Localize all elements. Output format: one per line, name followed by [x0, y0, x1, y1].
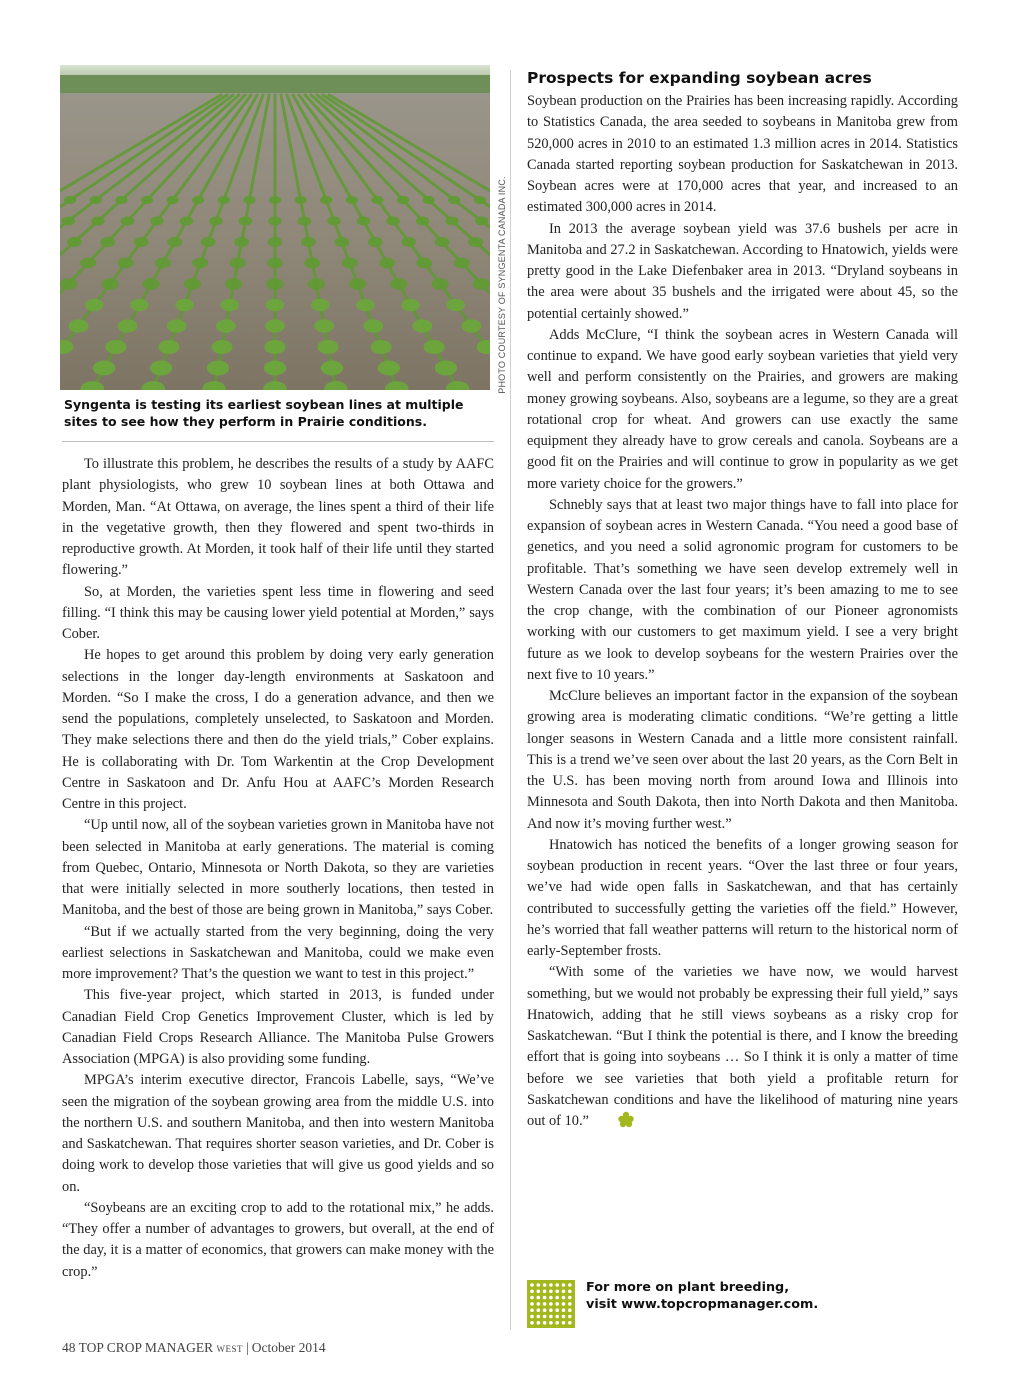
photo-credit	[495, 176, 509, 394]
body-paragraph: In 2013 the average soybean yield was 37.6 bushels per acre in Manitoba and 27.2 in Saskatchewan. According to Hnatowich, yields were pretty good in the Lake Diefenbaker area in 2013. “Dryland soybeans in the area were about 35 bushels and the irrigated were about 45, so the potential certainly showed.”	[527, 220, 958, 322]
body-paragraph: “Soybeans are an exciting crop to add to the rotational mix,” he adds. “They offer a number of advantages to growers, but overall, at the end of the day, it is a matter of economics, that growers can make money with the crop.”	[62, 1199, 494, 1280]
body-paragraph: McClure believes an important factor in the expansion of the soybean growing area is moderating climatic conditions. “We’re getting a little longer seasons in Western Canada and a little more consistent rainfall. This is a trend we’ve seen over about the last 20 years, as the Corn Belt in the U.S. has been moving north from around Iowa and Illinois into Minnesota and South Dakota, then into North Dakota and then Manitoba. And now it’s moving further west.”	[527, 688, 958, 832]
section-heading: Prospects for expanding soybean acres	[527, 69, 872, 87]
body-paragraph: “But if we actually started from the very beginning, doing the very earliest selections in Saskatchewan and Manitoba, could we make even more improvement? That’s the question we want to test in this project.”	[62, 923, 494, 982]
promo-text	[586, 1279, 818, 1313]
body-paragraph: To illustrate this problem, he describes the results of a study by AAFC plant physiologists, who grew 10 soybean lines at both Ottawa and Morden, Man. “At Ottawa, on average, the lines spent a third of their life in the vegetative growth, then they flowered and spent two-thirds in reproductive growth. At Morden, it took half of their life until they started flowering.”	[62, 456, 494, 579]
last-paragraph-text: “With some of the varieties we have now, we would harvest something, but we would not probably be expressing their full yield,” says Hnatowich, adding that he still views soybeans as a risky crop for Saskatchewan. “But I think the potential is there, and I know the breeding effort that is going into soybeans … So I think it is only a matter of time before we see varieties that both yield a profitable return for Saskatchewan conditions and have the likelihood of maturing nine years out of 10.”	[527, 964, 958, 1129]
body-paragraph: MPGA’s interim executive director, Francois Labelle, says, “We’ve seen the migration of the soybean growing area from the middle U.S. into the northern U.S. and southern Manitoba, and then into western Manitoba and Saskatchewan. That requires shorter season varieties, and Dr. Cober is doing work to develop those varieties that will give us good yields and so on.	[62, 1072, 494, 1195]
body-paragraph: This five-year project, which started in 2013, is funded under Canadian Field Crop Genetics Improvement Cluster, which is led by Canadian Field Crops Research Alliance. The Manitoba Pulse Growers Association (MPGA) is also providing some funding.	[62, 987, 494, 1067]
last-paragraph	[527, 962, 958, 1136]
right-column	[527, 91, 958, 1136]
body-paragraph: So, at Morden, the varieties spent less time in flowering and seed filling. “I think this may be causing lower yield potential at Morden,” says Cober.	[62, 583, 494, 642]
body-paragraph: Soybean production on the Prairies has been increasing rapidly. According to Statistics Canada, the area seeded to soybeans in Manitoba grew from 520,000 acres in 2010 to an estimated 1.3 million acres in 2014. Statistics Canada started reporting soybean production for Saskatchewan in 2013. Soybean acres were at 170,000 acres that year, and increased to an estimated 300,000 acres in 2014.	[527, 93, 958, 216]
caption-divider	[62, 441, 494, 442]
soybean-field-illustration	[60, 65, 490, 390]
body-paragraph: Hnatowich has noticed the benefits of a longer growing season for soybean production in recent years. “Over the last three or four years, we’ve had wide open falls in Saskatchewan, and that has certainly contributed to successfully getting the varieties off the field.” However, he’s worried that fall weather patterns will return to the historical norm of early-September frosts.	[527, 836, 958, 959]
body-paragraph: Adds McClure, “I think the soybean acres in Western Canada will continue to expand. We have good early soybean varieties that yield very well and perform consistently on the Prairies, and growers are making money growing soybeans. Also, soybeans are a legume, so they are a great rotational crop for wheat. And growers can use exactly the same equipment they already have to grow cereals and canola. Soybeans are a good fit on the Prairies and will continue to grow in popularity as we get more variety choice for the growers.”	[527, 326, 958, 492]
issue-date: October 2014	[251, 1340, 326, 1355]
body-paragraph: Schnebly says that at least two major things have to fall into place for expansion of soybean acres in Western Canada. “You need a good base of genetics, and you need a solid agronomic program for customers to be profitable. That’s something we have seen develop extremely well in Western Canada over the last four years; it’s been amazing to me to see the crop change, with the combination of our Pioneer agronomists working with our customers to get maximum yield. I see a very bright future as we look to develop soybeans for the western Prairies over the next five to 10 years.”	[527, 496, 958, 683]
page-number: 48	[62, 1340, 76, 1355]
column-divider	[510, 70, 511, 1330]
soybean-field-photo	[60, 65, 490, 390]
body-paragraph: He hopes to get around this problem by doing very early generation selections in the longer day-length environments at Saskatoon and Morden. “So I make the cross, I do a generation advance, and then we send the populations, completely unselected, to Saskatoon and Morden. They make selections there and then do the yield trials,” Cober explains. He is collaborating with Dr. Tom Warkentin at the Crop Development Centre in Saskatoon and Dr. Anfu Hou at AAFC’s Morden Research Centre in this project.	[62, 647, 494, 812]
dotted-grid-logo-icon	[527, 1280, 575, 1328]
magazine-name: TOP CROP MANAGER	[78, 1340, 214, 1355]
page-footer	[62, 1340, 326, 1356]
edition-label: WEST	[216, 1344, 244, 1354]
footer-separator: |	[246, 1340, 249, 1355]
promo-line-1: For more on plant breeding,	[586, 1280, 790, 1295]
promo-link[interactable]: visit www.topcropmanager.com.	[586, 1297, 819, 1312]
leaf-end-mark-icon	[595, 1111, 635, 1136]
body-paragraph: “Up until now, all of the soybean varieties grown in Manitoba have not been selected in Manitoba at early generations. The material is coming from Quebec, Ontario, Minnesota or North Dakota, so they are varieties that were initially selected in more southerly locations, then tested in Manitoba, and the best of those are being grown in Manitoba,” says Cober.	[62, 817, 494, 919]
photo-credit-text: PHOTO COURTESY OF SYNGENTA CANADA INC.	[497, 176, 507, 394]
photo-caption: Syngenta is testing its earliest soybean lines at multiple sites to see how they perform in Prairie conditions.	[64, 397, 464, 429]
left-column	[62, 454, 494, 1283]
